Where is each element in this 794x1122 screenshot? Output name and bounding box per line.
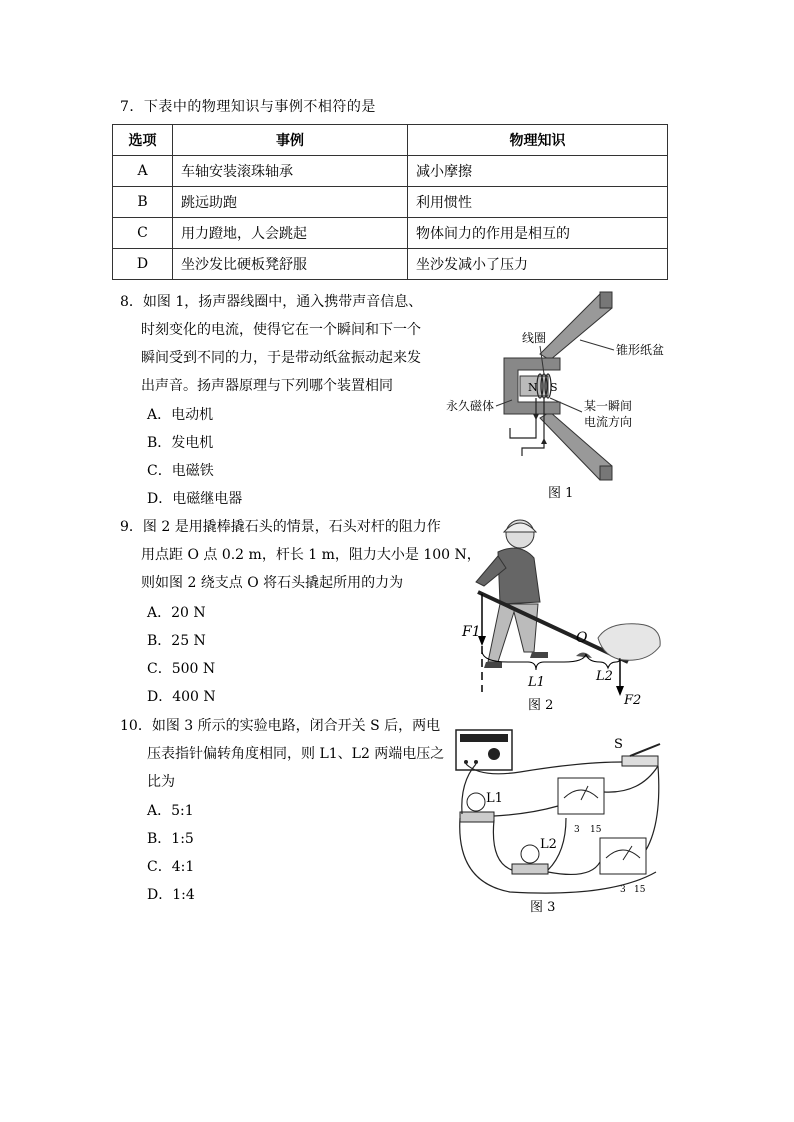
label-coil: 线圈 xyxy=(522,331,547,345)
header-knowledge: 物理知识 xyxy=(408,125,668,156)
label-l2: L2 xyxy=(596,669,613,684)
q10-option-c: C．4:1 xyxy=(147,859,195,875)
q9-option-b: B．25 N xyxy=(147,633,206,649)
scale-3: 3 xyxy=(574,825,580,835)
label-l2: L2 xyxy=(540,837,557,852)
circuit-figure xyxy=(450,722,680,898)
q7-title: 7．下表中的物理知识与事例不相符的是 xyxy=(120,99,376,115)
row-example: 跳远助跑 xyxy=(173,187,408,218)
q10-stem-line: 比为 xyxy=(147,774,175,790)
q10-stem-line: 10．如图 3 所示的实验电路，闭合开关 S 后，两电 xyxy=(120,718,441,734)
label-l1: L1 xyxy=(528,675,545,690)
q8-option-a: A．电动机 xyxy=(147,407,214,423)
header-option: 选项 xyxy=(113,125,173,156)
q8-option-c: C．电磁铁 xyxy=(147,463,214,479)
figure-3-caption: 图 3 xyxy=(530,900,556,915)
q10-option-b: B．1:5 xyxy=(147,831,194,847)
row-knowledge: 利用惯性 xyxy=(408,187,668,218)
table-row xyxy=(113,218,668,249)
scale-15: 15 xyxy=(634,885,646,895)
row-example: 车轴安装滚珠轴承 xyxy=(173,156,408,187)
label-o: O xyxy=(576,630,588,646)
lever-figure xyxy=(448,512,678,712)
scale-3: 3 xyxy=(620,885,626,895)
q10-option-a: A．5:1 xyxy=(147,803,194,819)
row-option: A xyxy=(113,156,173,187)
table-row xyxy=(113,156,668,187)
q8-stem-line: 出声音。扬声器原理与下列哪个装置相同 xyxy=(141,378,393,394)
q9-stem-line: 则如图 2 绕支点 O 将石头撬起所用的力为 xyxy=(141,575,404,591)
header-example: 事例 xyxy=(173,125,408,156)
q8-stem-line: 瞬间受到不同的力，于是带动纸盆振动起来发 xyxy=(141,350,421,366)
q8-stem-line: 8．如图 1，扬声器线圈中，通入携带声音信息、 xyxy=(120,294,423,310)
row-option: B xyxy=(113,187,173,218)
q9-option-c: C．500 N xyxy=(147,661,216,677)
q9-stem-line: 9．图 2 是用撬棒撬石头的情景，石头对杆的阻力作 xyxy=(120,519,441,535)
q10-stem-line: 压表指针偏转角度相同，则 L1、L2 两端电压之 xyxy=(147,746,445,762)
q8-stem-line: 时刻变化的电流，使得它在一个瞬间和下一个 xyxy=(141,322,421,338)
q8-option-d: D．电磁继电器 xyxy=(147,491,243,507)
label-cone: 锥形纸盆 xyxy=(616,343,665,357)
label-switch: S xyxy=(614,737,623,752)
row-example: 用力蹬地，人会跳起 xyxy=(173,218,408,249)
row-option: D xyxy=(113,249,173,280)
label-s: S xyxy=(550,381,558,394)
row-example: 坐沙发比硬板凳舒服 xyxy=(173,249,408,280)
label-magnet: 永久磁体 xyxy=(446,399,495,413)
label-l1: L1 xyxy=(486,791,503,806)
label-f2: F2 xyxy=(624,693,642,708)
row-knowledge: 坐沙发减小了压力 xyxy=(408,249,668,280)
q9-stem-line: 用点距 O 点 0.2 m，杆长 1 m，阻力大小是 100 N， xyxy=(141,547,481,563)
row-option: C xyxy=(113,218,173,249)
label-n: N xyxy=(528,381,538,394)
label-current-1: 某一瞬间 xyxy=(584,399,633,413)
table-row xyxy=(113,249,668,280)
speaker-figure xyxy=(440,288,680,488)
figure-1-caption: 图 1 xyxy=(548,486,574,501)
q9-option-a: A．20 N xyxy=(147,605,206,621)
label-current-2: 电流方向 xyxy=(584,415,633,429)
q7-table xyxy=(112,124,668,280)
row-knowledge: 物体间力的作用是相互的 xyxy=(408,218,668,249)
scale-15: 15 xyxy=(590,825,602,835)
table-row xyxy=(113,187,668,218)
q8-option-b: B．发电机 xyxy=(147,435,214,451)
q10-option-d: D．1:4 xyxy=(147,887,195,903)
q9-option-d: D．400 N xyxy=(147,689,216,705)
figure-2-caption: 图 2 xyxy=(528,698,554,713)
row-knowledge: 减小摩擦 xyxy=(408,156,668,187)
table-header-row xyxy=(113,125,668,156)
label-f1: F1 xyxy=(462,624,481,640)
